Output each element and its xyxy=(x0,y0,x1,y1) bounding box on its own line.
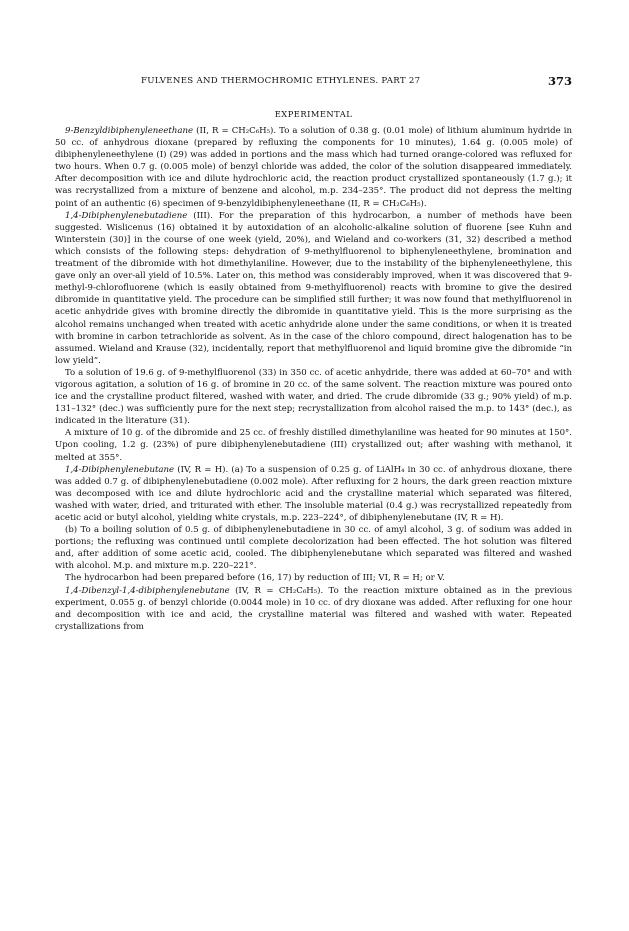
paragraph-text: (b) To a boiling solution of 0.5 g. of dibiphenylenebutadiene in 30 cc. of amyl alcohol, 3 g. of sodium was added in portions; the refluxing was continued until complete decolorization had been effected. The hot solution was filtered and, after addition of some acetic acid, cooled. The dibiphenylenebutane which separated was filtered and washed with alcohol. M.p. and mixture m.p. 220–221°. xyxy=(55,525,572,572)
paragraph-dibiphenylenebutadiene xyxy=(55,210,572,367)
running-title: FULVENES AND THERMOCHROMIC ETHYLENES. PART 27 xyxy=(141,76,421,86)
paragraph-method-b xyxy=(55,524,572,572)
paragraph-text: To a solution of 19.6 g. of 9-methylfluorenol (33) in 350 cc. of acetic anhydride, there was added at 60–70° and with vigorous agitation, a solution of 16 g. of bromine in 20 cc. of the same solvent. The reaction mixture was poured onto ice and the crystalline product filtered, washed with water, and dried. The crude dibromide (33 g.; 90% yield) of m.p. 131–132° (dec.) was sufficiently pure for the next step; recrystallization from alcohol raised the m.p. to 143° (dec.), as indicated in the literature (31). xyxy=(55,367,572,427)
paragraph-dibenzyl xyxy=(55,585,572,633)
section-heading: EXPERIMENTAL xyxy=(274,109,353,119)
running-header xyxy=(55,74,572,90)
paragraph-text: A mixture of 10 g. of the dibromide and 25 cc. of freshly distilled dimethylaniline was heated for 90 minutes at 150°. Upon cooling, 1.2 g. (23%) of pure dibiphenylenebutadiene (III) crystallized out; after washing with methanol, it melted at 355°. xyxy=(55,428,572,463)
page-number: 373 xyxy=(547,74,572,88)
paragraph-benzyldibiphenyleneethane xyxy=(55,125,572,210)
article-body xyxy=(55,125,572,633)
paragraph-dibromide-prep xyxy=(55,367,572,427)
paragraph-text: (IV, R = H). (a) To a suspension of 0.25 g. of LiAlH₄ in 30 cc. of anhydrous dioxane, there was added 0.7 g. of dibiphenylenebutadiene (0.002 mole). After refluxing for 2 hours, the dark green reaction mixture was decomposed with ice and dilute hydrochloric acid and the crystalline material which separated was filtered, washed with water, dried, and triturated with ether. The insoluble material (0.4 g.) was recrystallized repeatedly from acetic acid or butyl alcohol, yielding white crystals, m.p. 223–224°, of dibiphenylenebutane (IV, R = H). xyxy=(55,464,572,523)
paragraph-prior-prep xyxy=(55,572,572,584)
paragraph-butadiene-prep xyxy=(55,427,572,463)
paragraph-text: (II, R = CH₂C₆H₅). To a solution of 0.38 g. (0.01 mole) of lithium aluminum hydride in 50 cc. of anhydrous dioxane (prepared by refluxing the components for 10 minutes), 1.64 g. (0.005 mole) of dibiphenyleneethylene (I) (29) was added in portions and the mass which had turned orange-colored was refluxed for two hours. When 0.7 g. (0.005 mole) of benzyl chloride was added, the color of the solution disappeared immediately. After decomposition with ice and dilute hydrochloric acid, the reaction product crystallized spontaneously (1.7 g.); it was recrystallized from a mixture of benzene and alcohol, m.p. 234–235°. The product did not depress the melting point of an authentic (6) specimen of 9-benzyldibiphenyleneethane (II, R = CH₂C₆H₅). xyxy=(55,126,572,209)
compound-title: 1,4-Dibenzyl-1,4-dibiphenylenebutane xyxy=(65,585,230,596)
compound-title: 1,4-Dibiphenylenebutane xyxy=(65,464,175,475)
paragraph-text: The hydrocarbon had been prepared before (16, 17) by reduction of III; VI, R = H; or V. xyxy=(65,573,445,584)
paragraph-text: (III). For the preparation of this hydrocarbon, a number of methods have been suggested. Wislicenus (16) obtained it by autoxidation of an alcoholic-alkaline solution of fluorene [see Kuhn and Winterstein (30)] in the course of one week (yield, 20%), and Wieland and co-workers (31, 32) described a method which consists of the following steps: dehydration of 9-methylfluorenol to biphenyleneethylene, bromination and treatment of the dibromide with hot dimethylaniline. However, due to the instability of the biphenyleneethylene, this gave only an over-all yield of 10.5%. Later on, this method was considerably improved, when it was discovered that 9-methyl-9-chlorofluorene (which is easily obtained from 9-methylfluorenol) reacts with bromine to give the desired dibromide in quantitative yield. The procedure can be simplified still further; it was now found that methylfluorenol in acetic anhydride gives with bromine directly the dibromide in quantitative yield. This is the more surprising as the alcohol remains unchanged when treated with acetic anhydride alone under the same conditions, or when it is treated with bromine in carbon tetrachloride as solvent. As in the case of the chloro compound, direct halogenation has to be assumed. Wieland and Krause (32), incidentally, report that methylfluorenol and liquid bromine give the dibromide “in low yield”. xyxy=(55,210,572,366)
paragraph-dibiphenylenebutane xyxy=(55,464,572,524)
paragraph-text: (IV, R = CH₂C₆H₅). To the reaction mixture obtained as in the previous experiment, 0.055 g. of benzyl chloride (0.0044 mole) in 10 cc. of dry dioxane was added. After refluxing for one hour and decomposition with ice and acid, the crystalline material was filtered and washed with water. Repeated crystallizations from xyxy=(55,585,572,632)
compound-title: 1,4-Dibiphenylenebutadiene xyxy=(65,210,188,221)
compound-title: 9-Benzyldibiphenyleneethane xyxy=(65,126,194,136)
